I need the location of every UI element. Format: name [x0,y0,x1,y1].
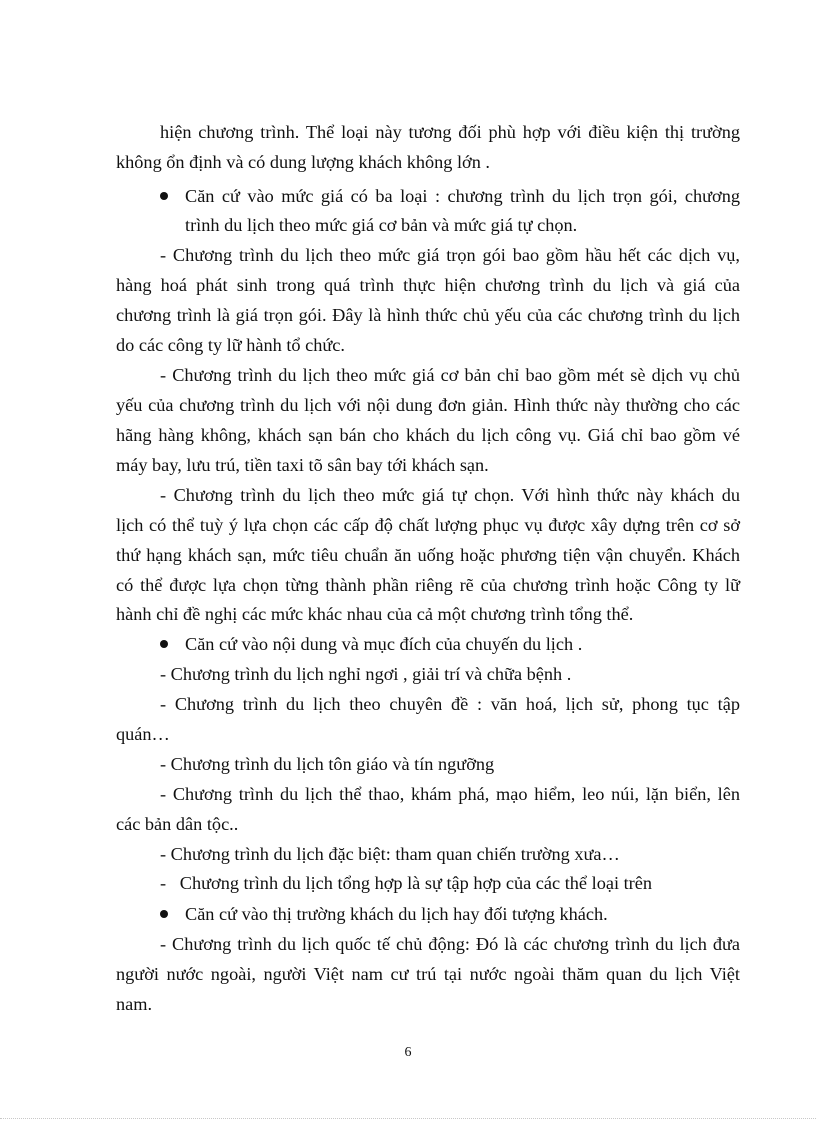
text-line: - Chương trình du lịch thể thao, khám phá, mạo hiểm, leo núi, lặn biển, lên [160,784,740,804]
text-line: nam. [116,994,153,1014]
text-line: có thể được lựa chọn từng thành phần riêng rẽ của chương trình hoặc Công ty lữ [116,575,740,595]
text-line: người nước ngoài, người Việt nam cư trú tại nước ngoài thăm quan du lịch Việt [116,964,740,984]
text-line: - Chương trình du lịch theo mức giá cơ bản chỉ bao gồm mét sè dịch vụ chủ [160,365,740,385]
page-bottom-divider [0,1118,816,1119]
bullet-text-line: Căn cứ vào nội dung và mục đích của chuyến du lịch . [185,634,583,654]
text-line: thứ hạng khách sạn, mức tiêu chuẩn ăn uống hoặc phương tiện vận chuyển. Khách [116,545,740,565]
text-line: - Chương trình du lịch quốc tế chủ động: Đó là các chương trình du lịch đưa [160,934,740,954]
text-line: quán… [116,724,170,744]
text-line: - Chương trình du lịch tôn giáo và tín ngưỡng [160,754,495,774]
text-line: chương trình là giá trọn gói. Đây là hình thức chủ yếu của các chương trình du lịch [116,305,740,325]
text-line: - Chương trình du lịch theo chuyên đề : văn hoá, lịch sử, phong tục tập [160,694,740,714]
text-line: máy bay, lưu trú, tiền taxi tõ sân bay tới khách sạn. [116,455,489,475]
text-line: hiện chương trình. Thể loại này tương đối phù hợp với điều kiện thị trường [160,122,740,142]
bullet-icon [160,640,168,648]
text-line: - Chương trình du lịch tổng hợp là sự tập hợp của các thể loại trên [160,873,653,893]
text-line: - Chương trình du lịch theo mức giá tự chọn. Với hình thức này khách du [160,485,740,505]
text-line: do các công ty lữ hành tổ chức. [116,335,345,355]
bullet-text-line: Căn cứ vào thị trường khách du lịch hay đối tượng khách. [185,904,608,924]
text-line: hãng hàng không, khách sạn bán cho khách du lịch công vụ. Giá chỉ bao gồm vé [116,425,740,445]
text-line: lịch có thể tuỳ ý lựa chọn các cấp độ chất lượng phục vụ được xây dựng trên cơ sở [116,515,740,535]
text-line: các bản dân tộc.. [116,814,239,834]
text-line: - Chương trình du lịch theo mức giá trọn gói bao gồm hầu hết các dịch vụ, [160,245,740,265]
bullet-icon [160,192,168,200]
text-line: hành chỉ đề nghị các mức khác nhau của cả một chương trình tổng thể. [116,604,634,624]
text-line: - Chương trình du lịch nghỉ ngơi , giải trí và chữa bệnh . [160,664,572,684]
bullet-text-line: Căn cứ vào mức giá có ba loại : chương trình du lịch trọn gói, chương [185,186,740,206]
bullet-icon [160,910,168,918]
text-line: không ổn định và có dung lượng khách không lớn . [116,152,491,172]
page-number: 6 [404,1045,412,1060]
text-line: hàng hoá phát sinh trong quá trình thực hiện chương trình du lịch và giá của [116,275,740,295]
text-line: yếu của chương trình du lịch với nội dung đơn giản. Hình thức này thường cho các [116,395,740,415]
bullet-text-line: trình du lịch theo mức giá cơ bản và mức giá tự chọn. [185,215,578,235]
text-line: - Chương trình du lịch đặc biệt: tham quan chiến trường xưa… [160,844,620,864]
